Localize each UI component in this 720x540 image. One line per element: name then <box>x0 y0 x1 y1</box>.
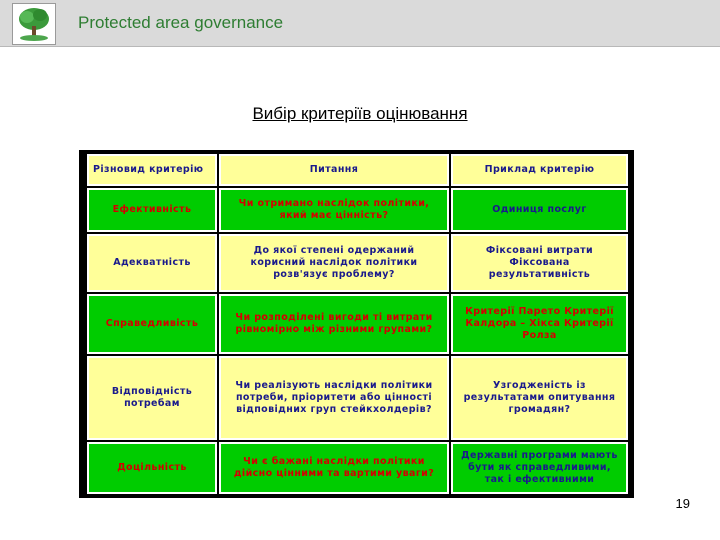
row3-question: Чи розподілені вигоди ті витрати рівномірно між різними групами? <box>219 294 449 354</box>
tree-logo-icon <box>12 3 56 45</box>
criteria-table <box>79 150 634 498</box>
row1-question: Чи отримано наслідок політики, який має цінність? <box>219 188 449 232</box>
row1-criterion: Ефективність <box>87 188 217 232</box>
row2-example: Фіксовані витрати Фіксована результативність <box>451 234 628 292</box>
header-cell-criterion-type: Різновид критерію <box>87 154 217 186</box>
row5-criterion: Доцільність <box>87 442 217 494</box>
row2-question: До якої степені одержаний корисний наслідок політики розв'язує проблему? <box>219 234 449 292</box>
header-title: Protected area governance <box>78 13 284 32</box>
slide-title-text: Вибір критеріїв оцінювання <box>252 104 468 123</box>
page-number: 19 <box>675 496 690 511</box>
header-cell-question: Питання <box>219 154 449 186</box>
header-cell-example: Приклад критерію <box>451 154 628 186</box>
row4-question: Чи реалізують наслідки політики потреби, пріоритети або цінності відповідних груп стейкхолдерів? <box>219 356 449 440</box>
slide-header <box>0 0 720 47</box>
row4-criterion: Відповідність потребам <box>87 356 217 440</box>
row4-example: Узгодженість із результатами опитування громадян? <box>451 356 628 440</box>
row5-question: Чи є бажані наслідки політики дійсно цінними та вартими уваги? <box>219 442 449 494</box>
row5-example: Державні програми мають бути як справедливими, так і ефективними <box>451 442 628 494</box>
row1-example: Одиниця послуг <box>451 188 628 232</box>
row3-criterion: Справедливість <box>87 294 217 354</box>
slide-title <box>0 104 720 124</box>
row2-criterion: Адекватність <box>87 234 217 292</box>
row3-example: Критерії Парето Критерії Калдора – Хікса Критерії Ролза <box>451 294 628 354</box>
